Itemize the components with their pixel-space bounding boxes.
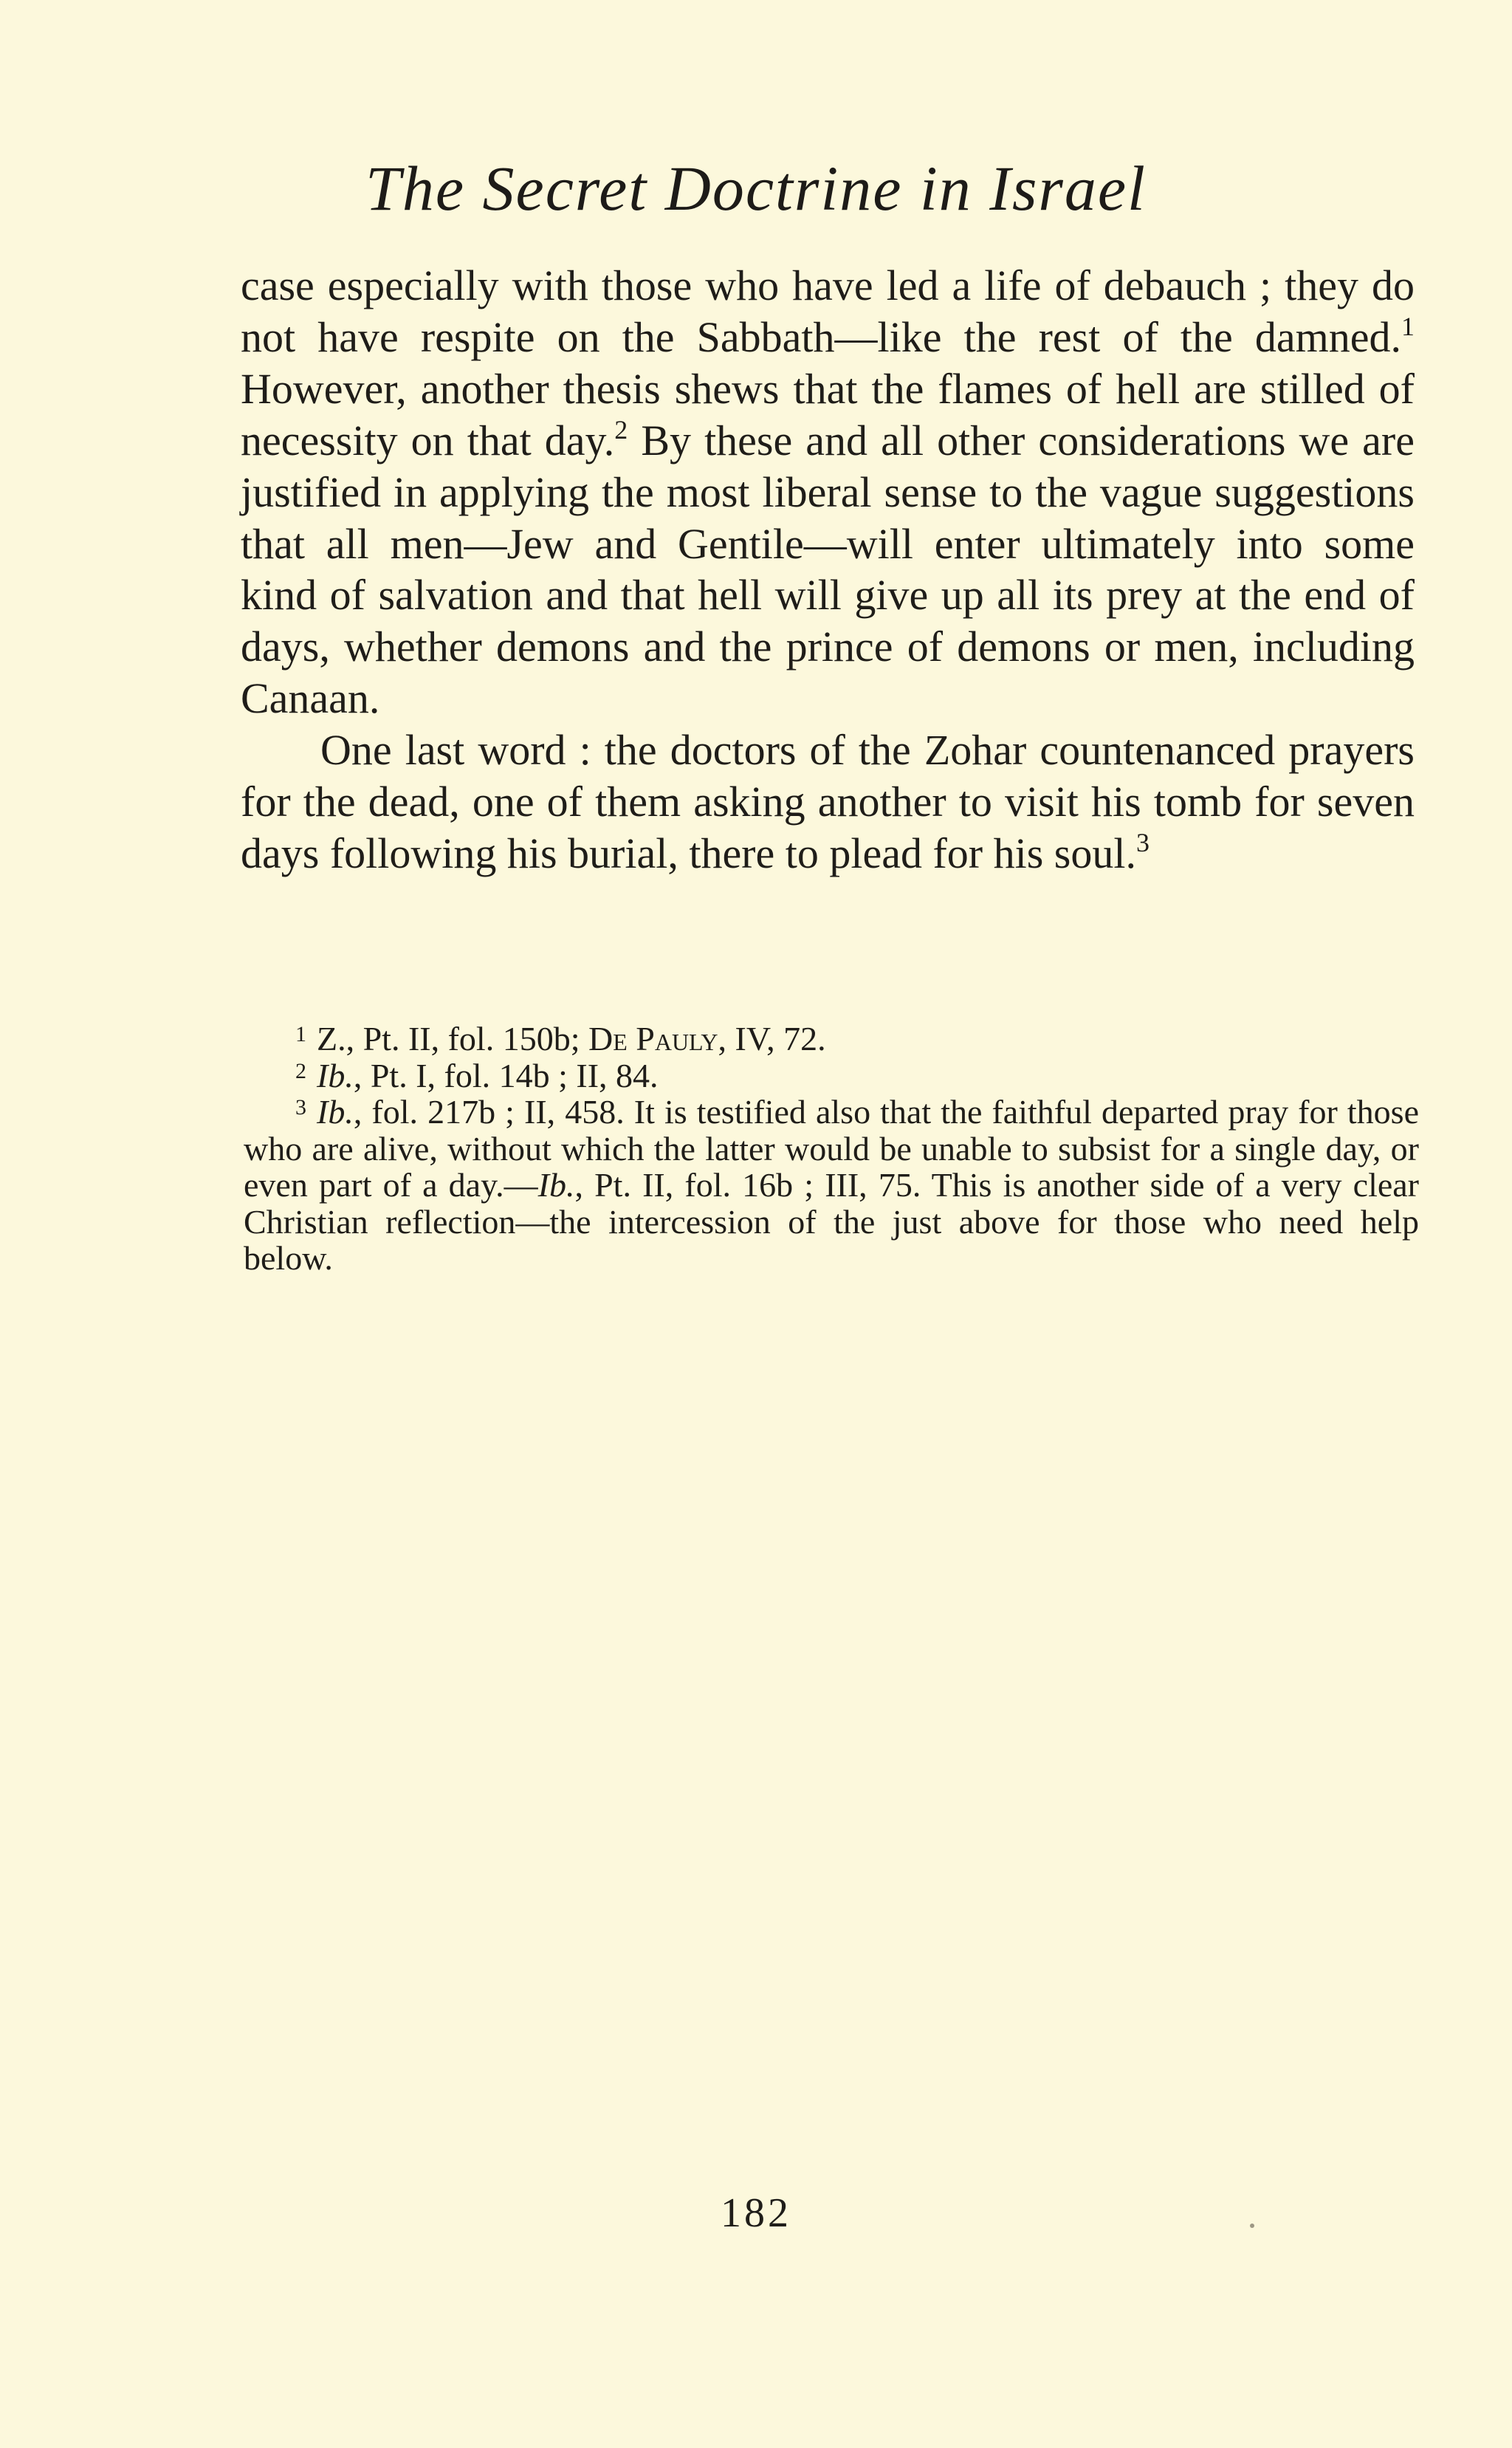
footnote — [244, 1021, 1419, 1057]
paragraph-text: However, another thesis shews that the flames of hell are stilled of necessity on that day. — [241, 364, 1415, 464]
footnote-text: , IV, 72. — [718, 1020, 826, 1057]
footnote — [244, 1057, 1419, 1094]
ibid-abbreviation: Ib. — [317, 1056, 354, 1094]
footnote-reference: 3 — [1135, 827, 1150, 857]
running-head: The Secret Doctrine in Israel — [365, 153, 1147, 224]
footnote-mark: 3 — [295, 1095, 306, 1120]
footnotes — [244, 1021, 1419, 1277]
footnote-mark: 2 — [295, 1058, 306, 1083]
paragraph-text: One last word : the doctors of the Zohar countenanced prayers for the dead, one of them asking another to visit his tomb for seven days following his burial, there to plead for his soul. — [241, 726, 1415, 877]
footnote-reference: 2 — [614, 414, 628, 445]
footnote-mark: 1 — [295, 1022, 306, 1046]
footnote-text: , Pt. I, fol. 14b ; II, 84. — [353, 1056, 659, 1094]
footnote-reference: 1 — [1401, 311, 1415, 341]
footnote-text: , fol. 217b ; II, 458. It is testified also that the faithful departed pray for those who are alive, without which the latter would be unable to subsist for a single day, or even part of a day.— — [244, 1093, 1419, 1204]
author-name: De Pauly — [588, 1020, 718, 1057]
footnote-text: Z., Pt. II, fol. 150b; — [317, 1020, 588, 1057]
paragraph-text: By these and all other considerations we are justified in applying the most liberal sense to the vague suggestions that all men—Jew and Gentile—will enter ultimately into some kind of salvation and that hell will give up all its prey at the end of days, whether demons and the prince of demons or men, including Canaan. — [241, 416, 1415, 723]
paragraph-continued — [241, 260, 1415, 724]
footnote — [244, 1094, 1419, 1277]
paragraph — [241, 724, 1415, 880]
ibid-abbreviation: Ib. — [537, 1166, 575, 1204]
paragraph-text: case especially with those who have led a life of debauch ; they do not have respite on the Sabbath—like the rest of the damned. — [241, 261, 1415, 361]
ibid-abbreviation: Ib. — [317, 1093, 354, 1131]
paper-speck — [1250, 2224, 1254, 2228]
body-text — [241, 260, 1415, 880]
page-number: 182 — [721, 2190, 791, 2236]
footnote-text: , Pt. II, fol. 16b ; III, 75. This is another side of a very clear Christian reflection—the intercession of the just above for those who need help below. — [244, 1166, 1420, 1277]
